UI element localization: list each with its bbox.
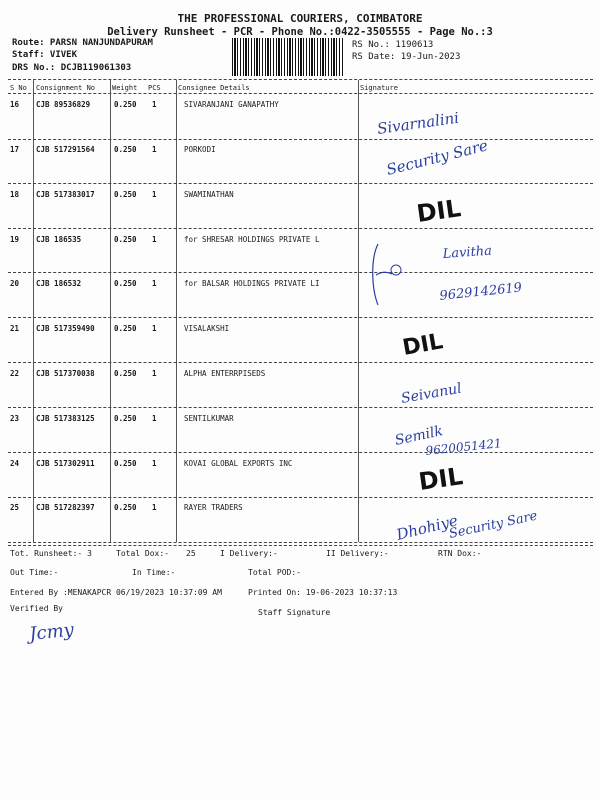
rs-date: RS Date: 19-Jun-2023 [352,52,461,62]
row-weight: 0.250 [114,235,137,244]
signature-18: DIL [414,194,463,228]
printed-on: Printed On: 19-06-2023 10:37:13 [248,588,398,597]
rs-no: RS No.: 1190613 [352,40,434,50]
footer-rule [8,545,593,546]
signature-25a: Dhohiye [394,511,460,544]
row-consignment: CJB 517291564 [36,145,95,154]
signature-21: DIL [400,329,445,361]
row-consignee: PORKODI [184,145,216,154]
row-weight: 0.250 [114,324,137,333]
row-pcs: 1 [152,369,157,378]
col-signature: Signature [360,84,398,92]
row-weight: 0.250 [114,279,137,288]
tot-runsheet: Tot. Runsheet:- 3 [10,549,92,558]
signature-circle [391,265,401,275]
row-consignee: SIVARANJANI GANAPATHY [184,100,279,109]
row-weight: 0.250 [114,190,137,199]
row-consignee: ALPHA ENTERRPISEDS [184,369,266,378]
signature-verified: Jcmy [28,619,75,645]
row-sno: 23 [10,414,20,423]
row-consignee: for BALSAR HOLDINGS PRIVATE LI [184,279,320,288]
row-pcs: 1 [152,459,157,468]
rtn-dox: RTN Dox:- [438,549,482,558]
row-weight: 0.250 [114,100,137,109]
row-pcs: 1 [152,414,157,423]
signature-bracket [373,244,392,305]
row-weight: 0.250 [114,414,137,423]
row-consignment: CJB 517370038 [36,369,95,378]
row-consignment: CJB 517302911 [36,459,95,468]
verified-by: Verified By [10,604,63,613]
signature-23: Semilk [393,423,445,449]
row-consignee: KOVAI GLOBAL EXPORTS INC [184,459,293,468]
page-title: THE PROFESSIONAL COURIERS, COIMBATORE [177,12,423,25]
signature-23b: 9620051421 [424,436,503,458]
row-weight: 0.250 [114,145,137,154]
row-sno: 20 [10,279,20,288]
total-dox-label: Total Dox:- [116,549,169,558]
total-dox-value: 25 [186,549,196,558]
signature-25b: Security Sare [447,508,539,542]
row-consignee: SENTILKUMAR [184,414,234,423]
signature-19: Lavitha [442,243,493,262]
col-consignment: Consignment No [36,84,96,92]
row-pcs: 1 [152,235,157,244]
staff-label: Staff: VIVEK [12,50,78,60]
row-weight: 0.250 [114,503,137,512]
row-pcs: 1 [152,279,157,288]
signature-22: Seivanul [399,380,463,407]
entered-by: Entered By :MENAKAPCR 06/19/2023 10:37:09 AM [10,588,222,597]
col-sno: S No [10,84,27,92]
col-pcs: PCS [148,84,161,92]
row-sno: 25 [10,503,20,512]
col-weight: Weight [112,84,138,92]
staff-signature: Staff Signature [258,608,331,617]
row-sno: 22 [10,369,20,378]
row-pcs: 1 [152,100,157,109]
row-weight: 0.250 [114,459,137,468]
signature-16b: Security Sare [384,136,490,179]
row-consignee: VISALAKSHI [184,324,230,333]
row-consignee: SWAMINATHAN [184,190,234,199]
drs-label: DRS No.: DCJB119061303 [12,63,132,73]
out-time: Out Time:- [10,568,59,577]
row-consignment: CJB 517383125 [36,414,95,423]
ii-delivery: II Delivery:- [326,549,389,558]
row-consignee: for SHRESAR HOLDINGS PRIVATE L [184,235,320,244]
row-sno: 17 [10,145,20,154]
row-consignment: CJB 186532 [36,279,82,288]
row-consignment: CJB 517359490 [36,324,95,333]
col-consignee: Consignee Details [178,84,250,92]
signature-24: DIL [416,462,465,496]
row-pcs: 1 [152,190,157,199]
row-pcs: 1 [152,145,157,154]
total-pod: Total POD:- [248,568,301,577]
route-label: Route: PARSN NANJUNDAPURAM [12,38,153,48]
row-sno: 21 [10,324,20,333]
page-subtitle: Delivery Runsheet - PCR - Phone No.:0422-3505555 - Page No.:3 [107,26,493,38]
i-delivery: I Delivery:- [220,549,278,558]
row-consignment: CJB 517383017 [36,190,95,199]
row-sno: 24 [10,459,20,468]
row-sno: 16 [10,100,20,109]
row-consignment: CJB 186535 [36,235,82,244]
in-time: In Time:- [132,568,176,577]
signature-16a: Sivarnalini [376,108,461,138]
row-weight: 0.250 [114,369,137,378]
row-consignment: CJB 89536829 [36,100,91,109]
row-sno: 19 [10,235,20,244]
row-consignment: CJB 517282397 [36,503,95,512]
signature-19b: 9629142619 [438,280,523,304]
row-pcs: 1 [152,503,157,512]
row-pcs: 1 [152,324,157,333]
row-consignee: RAYER TRADERS [184,503,243,512]
row-sno: 18 [10,190,20,199]
